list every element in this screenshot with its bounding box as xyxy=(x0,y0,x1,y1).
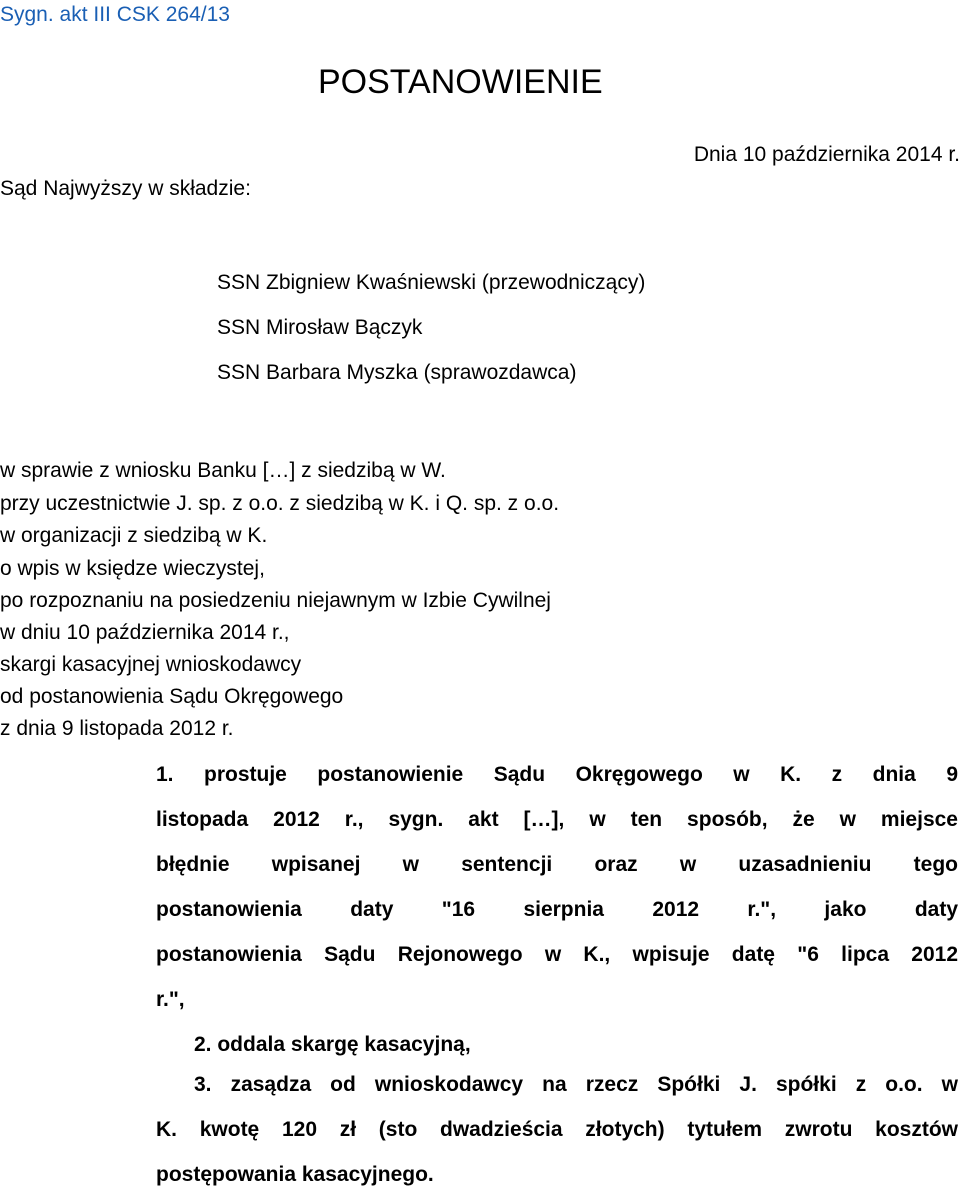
case-line: w sprawie z wniosku Banku […] z siedzibą w W. xyxy=(0,459,446,482)
case-line: po rozpoznaniu na posiedzeniu niejawnym w Izbie Cywilnej xyxy=(0,589,551,612)
case-line: z dnia 9 listopada 2012 r. xyxy=(0,717,234,740)
ruling-item-1 xyxy=(156,752,958,1022)
ruling-line: 1. prostuje postanowienie Sądu Okręgowego w K. z dnia 9 xyxy=(156,763,958,786)
document-title: POSTANOWIENIE xyxy=(318,63,603,101)
case-line: przy uczestnictwie J. sp. z o.o. z siedzibą w K. i Q. sp. z o.o. xyxy=(0,492,560,515)
case-line: w dniu 10 października 2014 r., xyxy=(0,621,290,644)
case-line: skargi kasacyjnej wnioskodawcy xyxy=(0,653,302,676)
case-line: w organizacji z siedzibą w K. xyxy=(0,524,268,547)
case-line: od postanowienia Sądu Okręgowego xyxy=(0,685,344,708)
ruling-item-2 xyxy=(194,1022,471,1067)
judge-presiding: SSN Zbigniew Kwaśniewski (przewodniczący) xyxy=(217,271,646,294)
ruling-line: 3. zasądza od wnioskodawcy na rzecz Spółki J. spółki z o.o. w xyxy=(194,1073,958,1096)
ruling-line: K. kwotę 120 zł (sto dwadzieścia złotych) tytułem zwrotu kosztów xyxy=(156,1118,958,1141)
case-number: Sygn. akt III CSK 264/13 xyxy=(0,3,230,26)
ruling-item-3 xyxy=(156,1062,958,1197)
ruling-line: postanowienia Sądu Rejonowego w K., wpisuje datę "6 lipca 2012 xyxy=(156,943,958,966)
document-date: Dnia 10 października 2014 r. xyxy=(693,143,960,166)
court-composition-label: Sąd Najwyższy w składzie: xyxy=(0,177,251,200)
ruling-line: listopada 2012 r., sygn. akt […], w ten sposób, że w miejsce xyxy=(156,808,958,831)
ruling-line: błędnie wpisanej w sentencji oraz w uzasadnieniu tego xyxy=(156,853,958,876)
ruling-line: 2. oddala skargę kasacyjną, xyxy=(194,1033,471,1056)
judge-member: SSN Mirosław Bączyk xyxy=(217,316,423,339)
ruling-line: r.", xyxy=(156,988,185,1011)
case-line: o wpis w księdze wieczystej, xyxy=(0,557,265,580)
judge-rapporteur: SSN Barbara Myszka (sprawozdawca) xyxy=(217,361,577,384)
ruling-line: postanowienia daty "16 sierpnia 2012 r.", jako daty xyxy=(156,898,958,921)
ruling-line: postępowania kasacyjnego. xyxy=(156,1163,434,1186)
